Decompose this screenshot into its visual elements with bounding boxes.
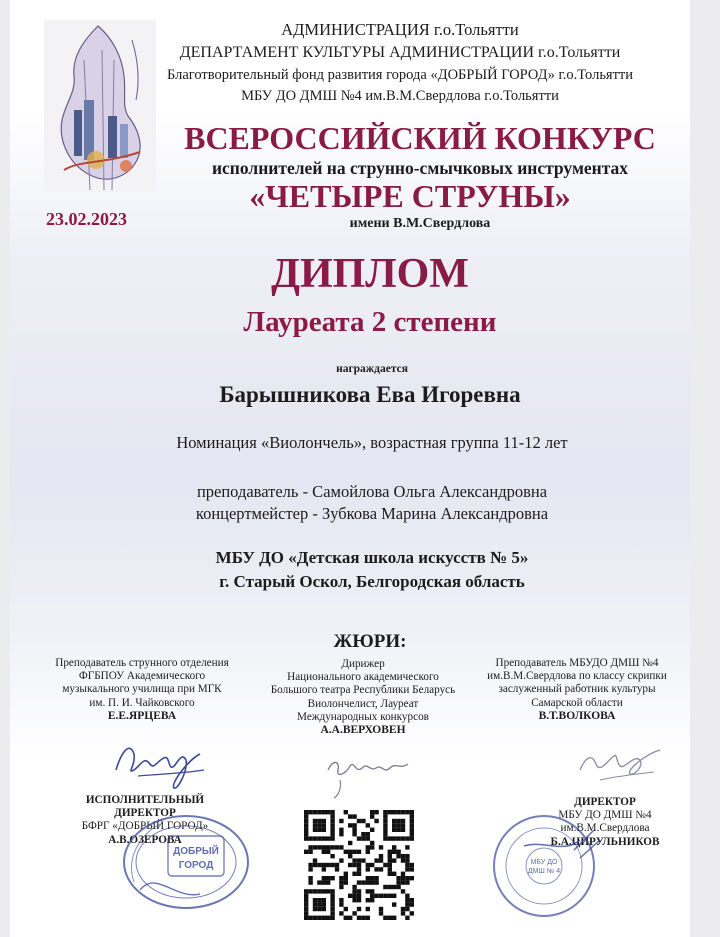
stamp-dmsh-4 [484,810,604,920]
diploma-degree: Лауреата 2 степени [243,306,497,338]
director-right-org: им.В.М.Свердлова [560,822,650,835]
director-right-org: МБУ ДО ДМШ №4 [558,809,652,822]
jury-member-center [258,658,468,737]
school-city: г. Старый Оскол, Белгородская область [219,572,525,591]
stamp-dobry-gorod [116,810,256,910]
director-left-org: БФРГ «ДОБРЫЙ ГОРОД» [81,820,209,833]
teacher: преподаватель - Самойлова Ольга Александровна [196,482,548,501]
director-left-name: А.В.ОЗЕРОВА [108,833,182,846]
signature-verkhoven [320,740,420,800]
jury-center-line: Международных конкурсов [297,710,429,723]
jury-center-line: Дирижер [341,658,385,670]
svg-text:МБУ ДО: МБУ ДО [530,859,558,866]
director-right-role: ДИРЕКТОР [574,796,636,808]
jury-member-right [472,657,682,723]
contest-named-after: имени В.М.Свердлова [349,216,491,231]
jury-right-line: заслуженный работник культуры [498,683,656,696]
jury-right-line: Самарской области [531,696,623,709]
contest-name: «ЧЕТЫРЕ СТРУНЫ» [249,178,571,214]
accompanist: концертмейстер - Зубкова Марина Александровна [195,504,549,523]
header-line-3: Благотворительный фонд развития города «ДОБРЫЙ ГОРОД» г.о.Тольятти [166,67,634,83]
jury-left-line: им. П. И. Чайковского [89,696,195,709]
contest-title: ВСЕРОССИЙСКИЙ КОНКУРС [184,120,656,156]
signature-volkova [570,730,670,794]
director-left-role: ДИРЕКТОР [114,807,176,820]
jury-right-line: им.В.М.Свердлова по классу скрипки [487,670,667,683]
contest-subtitle: исполнителей на струнно-смычковых инструментах [211,158,629,178]
director-right-name: Б.А.ЦИРУЛЬНИКОВ [550,835,660,848]
contest-date: 23.02.2023 [46,209,127,229]
header-line-2: ДЕПАРТАМЕНТ КУЛЬТУРЫ АДМИНИСТРАЦИИ г.о.Тольятти [179,44,621,61]
diploma-page [10,0,690,937]
svg-text:ГОРОД: ГОРОД [178,860,214,871]
jury-left-name: Е.Е.ЯРЦЕВА [107,709,177,722]
director-left-role: ИСПОЛНИТЕЛЬНЫЙ [85,794,205,806]
awarded-label: награждается [336,363,408,375]
header-line-1: АДМИНИСТРАЦИЯ г.о.Тольятти [281,20,519,39]
jury-right-name: В.Т.ВОЛКОВА [538,709,616,722]
qr-code[interactable] [304,810,414,920]
jury-center-line: Национального академического [287,671,439,684]
jury-center-name: А.А.ВЕРХОВЕН [320,724,406,737]
jury-center-line: Виолончелист, Лауреат [307,697,419,710]
svg-text:ДОБРЫЙ: ДОБРЫЙ [173,846,219,857]
svg-text:ДМШ № 4: ДМШ № 4 [527,868,561,875]
jury-left-line: ФГБПОУ Академического [78,670,206,683]
jury-title: ЖЮРИ: [333,631,407,652]
jury-left-line: Преподаватель струнного отделения [55,657,229,669]
nomination: Номинация «Виолончель», возрастная группа 11-12 лет [176,433,568,452]
jury-member-left [32,657,252,723]
header-line-4: МБУ ДО ДМШ №4 им.В.М.Свердлова г.о.Тольятти [241,88,559,104]
school-name: МБУ ДО «Детская школа искусств № 5» [215,548,529,567]
jury-right-line: Преподаватель МБУДО ДМШ №4 [495,657,659,669]
diploma-title: ДИПЛОМ [271,251,469,297]
jury-center-line: Большого театра Республики Беларусь [270,684,456,697]
recipient-name: Барышникова Ева Игоревна [219,382,521,407]
jury-left-line: музыкального училища при МГК [62,683,222,696]
signature-yartseva [108,730,218,800]
